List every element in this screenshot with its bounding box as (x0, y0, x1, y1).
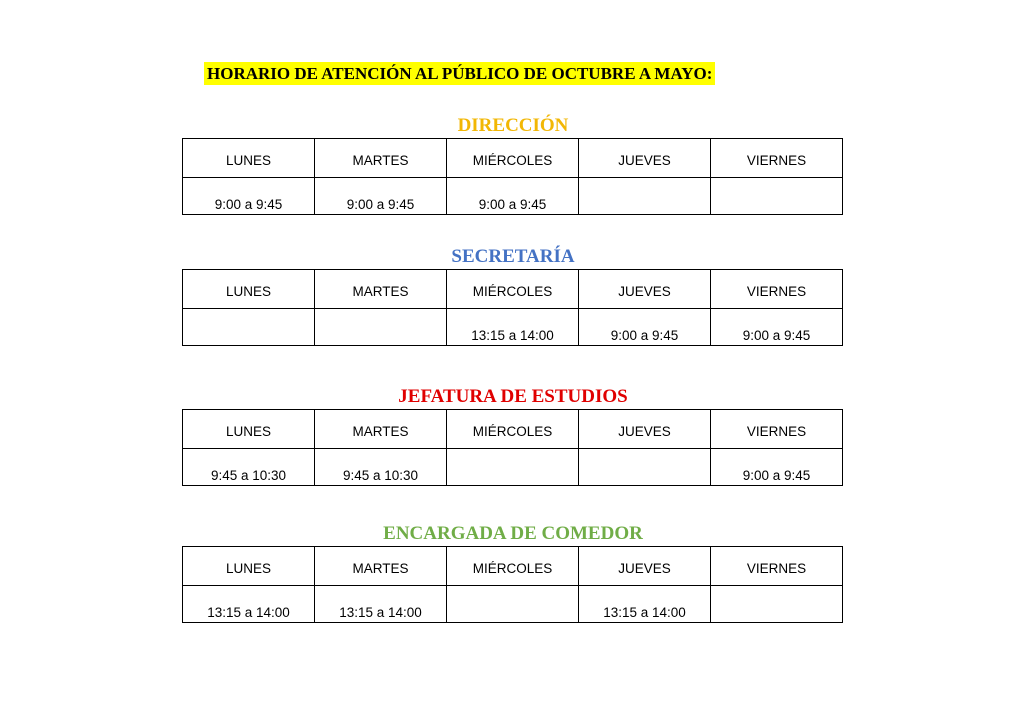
schedule-table-comedor (182, 546, 843, 623)
hours-cell-miercoles: 9:00 a 9:45 (447, 178, 579, 215)
hours-cell-viernes: 9:00 a 9:45 (711, 309, 843, 346)
header-cell-jueves: JUEVES (579, 547, 711, 586)
hours-cell-martes (315, 309, 447, 346)
hours-cell-jueves: 13:15 a 14:00 (579, 586, 711, 623)
schedule-table-secretaria (182, 269, 843, 346)
hours-cell-jueves (579, 449, 711, 486)
hours-cell-viernes (711, 178, 843, 215)
hours-cell-lunes (183, 309, 315, 346)
hours-cell-martes: 9:00 a 9:45 (315, 178, 447, 215)
hours-cell-jueves: 9:00 a 9:45 (579, 309, 711, 346)
header-cell-viernes: VIERNES (711, 410, 843, 449)
table-row (183, 309, 843, 346)
schedule-table-jefatura (182, 409, 843, 486)
header-cell-miercoles: MIÉRCOLES (447, 139, 579, 178)
hours-cell-jueves (579, 178, 711, 215)
hours-cell-viernes: 9:00 a 9:45 (711, 449, 843, 486)
header-cell-lunes: LUNES (183, 410, 315, 449)
hours-cell-miercoles: 13:15 a 14:00 (447, 309, 579, 346)
section-title-secretaria: SECRETARÍA (451, 246, 575, 267)
hours-cell-lunes: 13:15 a 14:00 (183, 586, 315, 623)
header-cell-lunes: LUNES (183, 547, 315, 586)
table-header-row (183, 547, 843, 586)
section-secretaria (182, 245, 844, 346)
hours-cell-viernes (711, 586, 843, 623)
hours-cell-lunes: 9:45 a 10:30 (183, 449, 315, 486)
header-cell-jueves: JUEVES (579, 139, 711, 178)
header-cell-lunes: LUNES (183, 270, 315, 309)
header-cell-martes: MARTES (315, 270, 447, 309)
header-cell-viernes: VIERNES (711, 139, 843, 178)
table-row (183, 178, 843, 215)
hours-cell-miercoles (447, 449, 579, 486)
section-comedor (182, 522, 844, 623)
header-cell-miercoles: MIÉRCOLES (447, 270, 579, 309)
header-cell-martes: MARTES (315, 139, 447, 178)
header-cell-viernes: VIERNES (711, 270, 843, 309)
section-direccion (182, 114, 844, 215)
hours-cell-miercoles (447, 586, 579, 623)
table-row (183, 586, 843, 623)
header-cell-lunes: LUNES (183, 139, 315, 178)
schedule-table-direccion (182, 138, 843, 215)
header-cell-martes: MARTES (315, 410, 447, 449)
header-cell-jueves: JUEVES (579, 270, 711, 309)
hours-cell-martes: 13:15 a 14:00 (315, 586, 447, 623)
section-title-comedor: ENCARGADA DE COMEDOR (383, 523, 643, 544)
section-title-jefatura: JEFATURA DE ESTUDIOS (398, 386, 628, 407)
header-cell-viernes: VIERNES (711, 547, 843, 586)
section-jefatura (182, 385, 844, 486)
header-cell-miercoles: MIÉRCOLES (447, 410, 579, 449)
hours-cell-martes: 9:45 a 10:30 (315, 449, 447, 486)
section-title-direccion: DIRECCIÓN (457, 115, 569, 136)
header-cell-miercoles: MIÉRCOLES (447, 547, 579, 586)
page-title: HORARIO DE ATENCIÓN AL PÚBLICO DE OCTUBRE A MAYO: (204, 62, 715, 85)
table-header-row (183, 410, 843, 449)
table-row (183, 449, 843, 486)
table-header-row (183, 139, 843, 178)
header-cell-jueves: JUEVES (579, 410, 711, 449)
header-cell-martes: MARTES (315, 547, 447, 586)
table-header-row (183, 270, 843, 309)
hours-cell-lunes: 9:00 a 9:45 (183, 178, 315, 215)
